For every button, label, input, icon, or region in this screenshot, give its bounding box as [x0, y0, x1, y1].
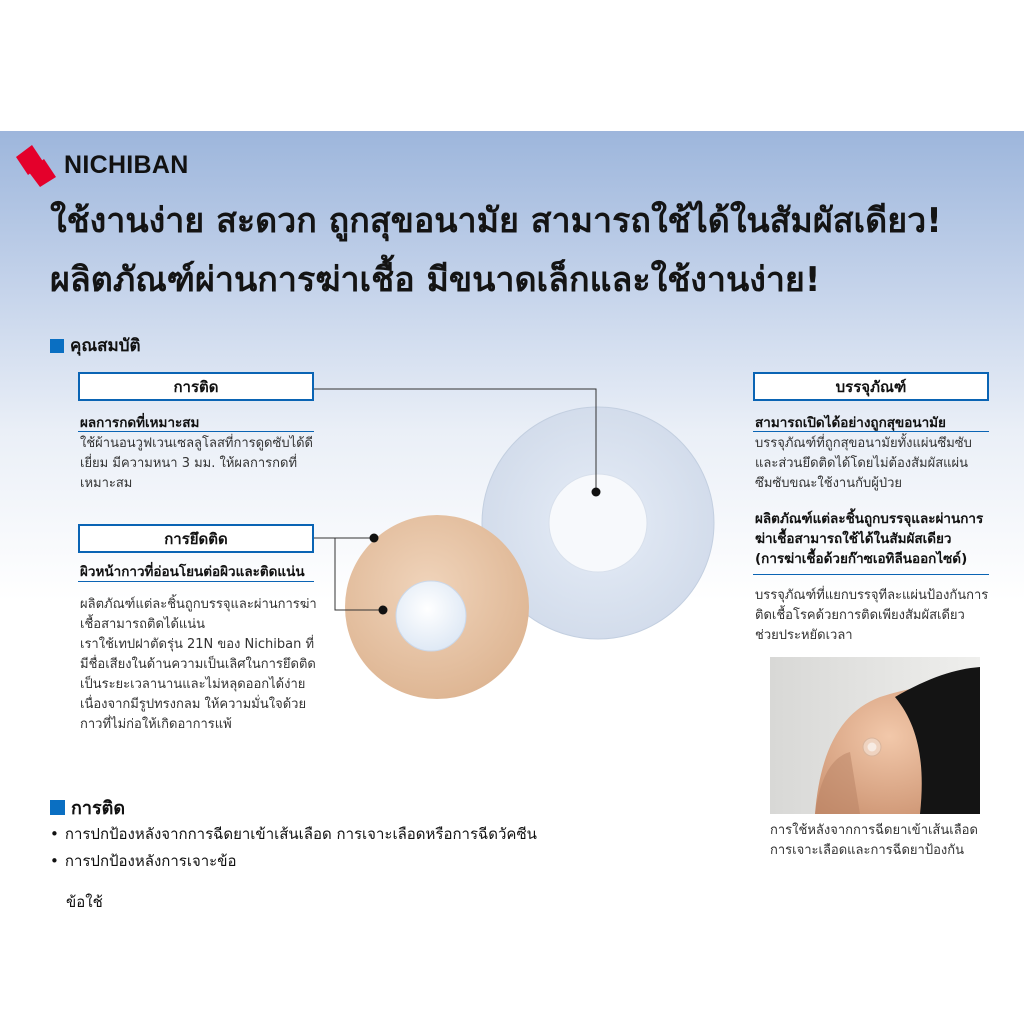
- callout-dot: [370, 534, 379, 543]
- packaging-body: บรรจุภัณฑ์ที่ถูกสุขอนามัยทั้งแผ่นซึมซับ และส่วนยึดติดได้โดยไม่ต้องสัมผัสแผ่น ซึมซับขณะใช้งานกับผู้ป่วย: [755, 436, 972, 491]
- usage-section-title: [50, 793, 125, 822]
- packaging-body-2: บรรจุภัณฑ์ที่แยกบรรจุทีละแผ่นป้องกันการ ติดเชื้อโรคด้วยการติดเพียงสัมผัสเดียว ช่วยประหยัดเวลา: [755, 588, 989, 643]
- callout-dot: [592, 488, 601, 497]
- application-subhead: ผลการกดที่เหมาะสม: [80, 415, 200, 431]
- adhesion-subhead: ผิวหน้ากาวที่อ่อนโยนต่อผิวและติดแน่น: [80, 564, 305, 580]
- section-square-icon: [50, 800, 65, 815]
- list-item: • การปกป้องหลังจากการฉีดยาเข้าเส้นเลือด การเจาะเลือดหรือการฉีดวัคซีน: [50, 825, 537, 843]
- packaging-subhead: สามารถเปิดได้อย่างถูกสุขอนามัย: [755, 415, 946, 431]
- divider: [753, 574, 989, 575]
- list-item: • การปกป้องหลังการเจาะข้อ: [50, 852, 237, 870]
- headline-line-2: ผลิตภัณฑ์ผ่านการฆ่าเชื้อ มีขนาดเล็กและใช้งานง่าย!: [50, 260, 821, 300]
- product-panel: [0, 131, 1024, 911]
- usage-title: การติด: [71, 798, 126, 819]
- packaging-sterile-note: ผลิตภัณฑ์แต่ละชิ้นถูกบรรจุและผ่านการ ฆ่าเชื้อสามารถใช้ได้ในสัมผัสเดียว (การฆ่าเชื้อด้วยก๊าซเอทิลีนออกไซด์): [755, 511, 984, 567]
- divider: [78, 431, 314, 432]
- cutoff-text: ข้อใช้: [66, 893, 103, 911]
- usage-list: [50, 821, 537, 875]
- features-title: คุณสมบัติ: [70, 336, 141, 356]
- adhesive-plaster-icon: [345, 515, 529, 699]
- label-adhesion: การยึดติด: [78, 524, 314, 553]
- divider: [753, 431, 989, 432]
- photo-caption: การใช้หลังจากการฉีดยาเข้าเส้นเลือด การเจาะเลือดและการฉีดยาป้องกัน: [770, 823, 978, 858]
- shoulder-photo: [770, 657, 980, 814]
- label-packaging: บรรจุภัณฑ์: [753, 372, 989, 401]
- callout-dot: [379, 606, 388, 615]
- headline-line-1: ใช้งานง่าย สะดวก ถูกสุขอนามัย สามารถใช้ได้ในสัมผัสเดียว!: [50, 201, 942, 241]
- divider: [78, 581, 314, 582]
- label-application: การติด: [78, 372, 314, 401]
- adhesion-body: ผลิตภัณฑ์แต่ละชิ้นถูกบรรจุและผ่านการฆ่า เชื้อสามารถติดได้แน่น เราใช้เทปฝาตัดรุ่น 21N ของ Nichiban ที่ มีชื่อเสียงในด้านความเป็นเลิศในการยึดติด เป็นระยะเวลานานและไม่หลุดออกได้ง่าย เนื่องจากมีรูปทรงกลม ให้ความมั่นใจด้วย กาวที่ไม่ก่อให้เกิดอาการแพ้: [80, 597, 317, 732]
- brand-name: NICHIBAN: [64, 150, 189, 179]
- application-body: ใช้ผ้านอนวูฟเวนเซลลูโลสที่การดูดซับได้ดี เยี่ยม มีความหนา 3 มม. ให้ผลการกดที่ เหมาะสม: [80, 436, 313, 491]
